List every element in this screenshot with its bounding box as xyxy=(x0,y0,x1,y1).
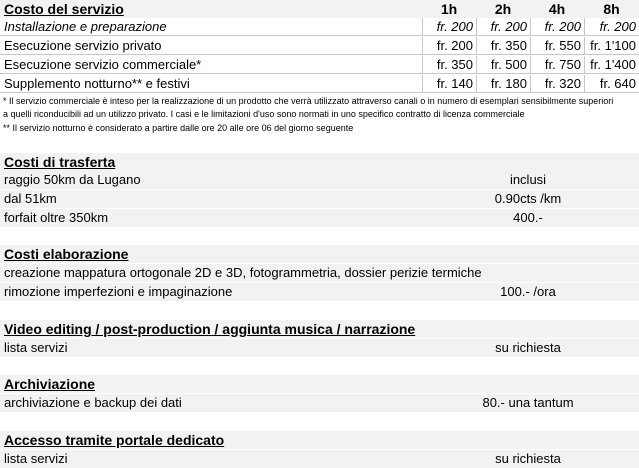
row-value: su richiesta xyxy=(495,451,561,466)
column-header-4h: 4h xyxy=(548,1,566,17)
row-value: 0.90cts /km xyxy=(494,191,562,206)
row-label: rimozione imperfezioni e impaginazione xyxy=(4,284,233,299)
row-label: forfait oltre 350km xyxy=(4,210,109,225)
price-cell: fr. 200 xyxy=(584,18,639,36)
list-item xyxy=(0,209,639,227)
service-section-title: Costo del servizio xyxy=(4,1,124,17)
column-header-2h: 2h xyxy=(494,1,512,17)
travel-section-title: Costi di trasferta xyxy=(0,153,639,171)
footnote-commercial: * Il servizio commerciale è inteso per la realizzazione di un prodotto che verrà utilizzato attraverso canali o in numero di esemplari sensibilmente superiori xyxy=(3,96,614,106)
price-cell: fr. 750 xyxy=(530,56,584,74)
portal-section-title: Accesso tramite portale dedicato xyxy=(0,431,639,449)
row-label: lista servizi xyxy=(4,340,68,355)
price-cell: fr. 200 xyxy=(530,18,584,36)
processing-section-title: Costi elaborazione xyxy=(0,245,639,263)
row-label: archiviazione e backup dei dati xyxy=(4,395,182,410)
list-item xyxy=(0,171,639,189)
price-cell: fr. 1'400 xyxy=(584,56,639,74)
row-value: su richiesta xyxy=(495,340,561,355)
row-label: Installazione e preparazione xyxy=(4,19,167,34)
list-item xyxy=(0,283,639,301)
price-cell: fr. 320 xyxy=(530,75,584,93)
row-value: 400.- xyxy=(513,210,543,225)
price-cell: fr. 180 xyxy=(476,75,530,93)
row-label: Supplemento notturno** e festivi xyxy=(4,76,190,91)
row-label: Esecuzione servizio commerciale* xyxy=(4,57,202,72)
table-row xyxy=(0,18,639,36)
list-item xyxy=(0,264,639,282)
price-cell: fr. 550 xyxy=(530,37,584,55)
column-header-8h: 8h xyxy=(603,1,620,17)
list-item xyxy=(0,450,639,468)
archive-section-title: Archiviazione xyxy=(0,375,639,393)
row-label: raggio 50km da Lugano xyxy=(4,172,141,187)
footnote-commercial-cont: a quelli riconducibili ad un utilizzo privato. I casi e le limitazioni d'uso sono normati in uno specifico contratto di licenza commerciale xyxy=(3,109,525,119)
price-cell: fr. 140 xyxy=(422,75,476,93)
price-cell: fr. 640 xyxy=(584,75,639,93)
price-cell: fr. 200 xyxy=(476,18,530,36)
price-cell: fr. 500 xyxy=(476,56,530,74)
row-label: Esecuzione servizio privato xyxy=(4,38,162,53)
price-cell: fr. 200 xyxy=(422,37,476,55)
row-label: lista servizi xyxy=(4,451,68,466)
table-row xyxy=(0,56,639,74)
row-value: inclusi xyxy=(509,172,547,187)
list-item xyxy=(0,339,639,357)
price-cell: fr. 350 xyxy=(422,56,476,74)
list-item xyxy=(0,190,639,208)
price-cell: fr. 200 xyxy=(422,18,476,36)
video-section-title: Video editing / post-production / aggiunta musica / narrazione xyxy=(0,320,639,338)
table-row xyxy=(0,75,639,93)
price-cell: fr. 1'100 xyxy=(584,37,639,55)
column-header-1h: 1h xyxy=(440,1,458,17)
row-label: creazione mappatura ortogonale 2D e 3D, fotogrammetria, dossier perizie termiche xyxy=(4,265,482,280)
footnote-night: ** Il servizio notturno è considerato a partire dalle ore 20 alle ore 06 del giorno seguente xyxy=(3,123,354,133)
list-item xyxy=(0,394,639,412)
service-header-row xyxy=(0,0,639,18)
row-value: 100.- /ora xyxy=(500,284,556,299)
row-value: 80.- una tantum xyxy=(482,395,574,410)
row-label: dal 51km xyxy=(4,191,57,206)
table-row xyxy=(0,37,639,55)
price-cell: fr. 350 xyxy=(476,37,530,55)
